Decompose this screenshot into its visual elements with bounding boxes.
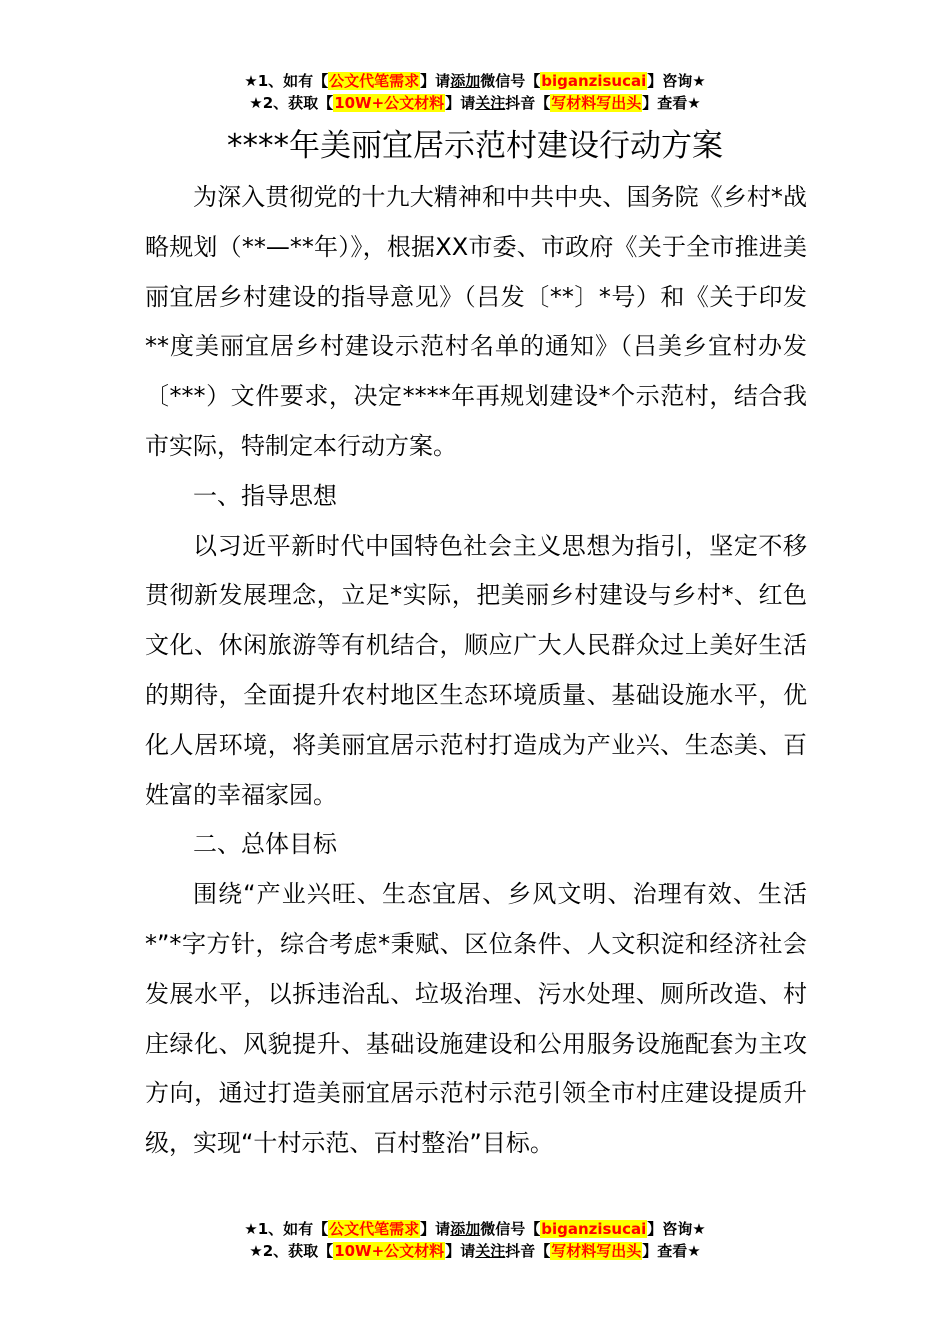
highlight-service: 公文代笔需求 bbox=[329, 72, 420, 90]
bottom-banner bbox=[0, 1218, 950, 1262]
banner-line-2: ★2、获取【10W+公文材料】请关注抖音【写材料写出头】查看★ bbox=[249, 94, 701, 112]
highlight-douyin: 写材料写出头 bbox=[551, 1242, 642, 1260]
highlight-materials: 10W+公文材料 bbox=[334, 1242, 445, 1260]
document-body bbox=[145, 173, 807, 1169]
highlight-service: 公文代笔需求 bbox=[329, 1220, 420, 1238]
banner-line-1: ★1、如有【公文代笔需求】请添加微信号【biganzisucai】咨询★ bbox=[244, 72, 706, 90]
highlight-materials: 10W+公文材料 bbox=[334, 94, 445, 112]
document-title: ****年美丽宜居示范村建设行动方案 bbox=[227, 128, 723, 164]
highlight-douyin: 写材料写出头 bbox=[551, 94, 642, 112]
section-heading-2: 二、总体目标 bbox=[193, 830, 337, 859]
intro-paragraph: 为深入贯彻党的十九大精神和中共中央、国务院《乡村*战略规划（**—**年）》，根据XX市委、市政府《关于全市推进美丽宜居乡村建设的指导意见》（吕发〔**〕*号）和《关于印发**度美丽宜居乡村建设示范村名单的通知》（吕美乡宜村办发〔***）文件要求，决定****年再规划建设*个示范村，结合我市实际，特制定本行动方案。 bbox=[145, 183, 807, 460]
highlight-wechat-id: biganzisucai bbox=[541, 72, 647, 90]
section-heading-1: 一、指导思想 bbox=[193, 481, 337, 510]
top-banner bbox=[0, 70, 950, 114]
section-paragraph-1: 以习近平新时代中国特色社会主义思想为指引，坚定不移贯彻新发展理念，立足*实际，把美丽乡村建设与乡村*、红色文化、休闲旅游等有机结合，顺应广大人民群众过上美好生活的期待，全面提升农村地区生态环境质量、基础设施水平，优化人居环境，将美丽宜居示范村打造成为产业兴、生态美、百姓富的幸福家园。 bbox=[145, 531, 807, 809]
section-paragraph-2: 围绕“产业兴旺、生态宜居、乡风文明、治理有效、生活*”*字方针，综合考虑*秉赋、区位条件、人文积淀和经济社会发展水平，以拆违治乱、垃圾治理、污水处理、厕所改造、村庄绿化、风貌提升、基础设施建设和公用服务设施配套为主攻方向，通过打造美丽宜居示范村示范引领全市村庄建设提质升级，实现“十村示范、百村整治”目标。 bbox=[145, 880, 807, 1158]
banner-line-2: ★2、获取【10W+公文材料】请关注抖音【写材料写出头】查看★ bbox=[249, 1242, 701, 1260]
banner-line-1: ★1、如有【公文代笔需求】请添加微信号【biganzisucai】咨询★ bbox=[244, 1220, 706, 1238]
highlight-wechat-id: biganzisucai bbox=[541, 1220, 647, 1238]
